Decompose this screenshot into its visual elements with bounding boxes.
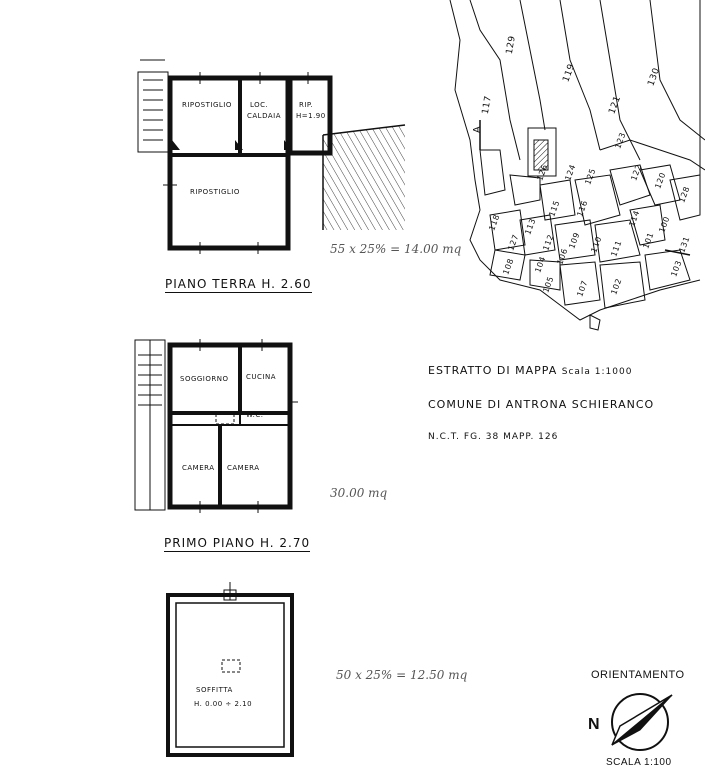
room-label: SOFFITTA [196, 686, 233, 694]
map-parcel-label: 129 [504, 34, 518, 56]
room-label: CUCINA [246, 373, 276, 381]
room-label: RIPOSTIGLIO [182, 101, 232, 109]
first-floor-title: PRIMO PIANO H. 2.70 [164, 536, 311, 550]
map-parcel-label: 109 [567, 231, 582, 250]
room-label: CAMERA [182, 464, 215, 472]
north-arrow-icon [612, 694, 672, 750]
map-extract-catasto: N.C.T. FG. 38 MAPP. 126 [428, 432, 559, 442]
attic-area-note: 50 x 25% = 12.50 mq [336, 668, 468, 682]
room-label: CAMERA [227, 464, 260, 472]
map-parcel-label: 102 [609, 277, 624, 296]
map-parcel-label: 114 [627, 209, 642, 228]
orientation-label: ORIENTAMENTO [591, 669, 685, 681]
map-parcel-label: 117 [480, 94, 494, 116]
map-parcel-label: 115 [547, 199, 562, 218]
map-parcel-label: 106 [555, 247, 570, 266]
room-label: W.C. [246, 411, 264, 419]
map-parcel-label: 110 [589, 235, 604, 254]
first-floor-area-note: 30.00 mq [330, 486, 388, 500]
room-label: LOC. [250, 101, 269, 109]
map-section-marker: A [472, 125, 484, 134]
map-parcel-label: 123 [613, 131, 628, 150]
map-parcel-label: 130 [646, 66, 663, 88]
room-label: RIP. [299, 101, 314, 109]
map-extract-title-text: ESTRATTO DI MAPPA [428, 364, 558, 377]
map-parcel-label: 112 [541, 233, 556, 252]
first-floor-plan [135, 339, 298, 513]
map-parcel-label: 101 [641, 231, 656, 250]
map-extract-scale: Scala 1:1000 [561, 367, 633, 377]
map-parcel-label: 105 [541, 275, 556, 294]
attic-plan [168, 582, 292, 755]
scale-note: SCALA 1:100 [606, 757, 672, 768]
map-parcel-label: 100 [657, 215, 672, 234]
map-parcel-label: 124 [563, 163, 578, 182]
map-parcel-label: 128 [677, 185, 692, 204]
map-parcel-label: 131 [677, 235, 692, 254]
map-parcel-label: 119 [561, 62, 578, 84]
cadastral-map [450, 0, 705, 330]
map-parcel-label: 108 [501, 257, 516, 276]
map-parcel-label: 111 [609, 239, 624, 258]
room-label: H=1.90 [296, 112, 326, 120]
map-parcel-label: 116 [575, 199, 590, 218]
room-label: RIPOSTIGLIO [190, 188, 240, 196]
room-label: SOGGIORNO [180, 375, 229, 383]
map-parcel-label: 125 [583, 167, 598, 186]
map-parcel-label: 122 [629, 163, 644, 182]
room-label: H. 0.00 ÷ 2.10 [194, 700, 253, 708]
map-parcel-label: 126 [535, 163, 550, 182]
map-parcel-label: 104 [533, 255, 548, 274]
map-parcel-label: 121 [607, 94, 624, 116]
ground-floor-plan [138, 60, 405, 254]
ground-floor-area-note: 55 x 25% = 14.00 mq [330, 242, 462, 256]
room-label: CALDAIA [247, 112, 281, 120]
map-parcel-label: 113 [523, 217, 538, 236]
north-label: N [588, 716, 601, 733]
map-extract-comune: COMUNE DI ANTRONA SCHIERANCO [428, 398, 655, 411]
ground-floor-title: PIANO TERRA H. 2.60 [165, 277, 312, 291]
map-extract-title [428, 364, 632, 377]
map-parcel-label: 120 [653, 171, 668, 190]
map-parcel-label: 118 [487, 213, 502, 232]
map-parcel-label: 107 [575, 279, 590, 298]
map-parcel-label: 127 [506, 233, 521, 252]
map-parcel-label: 103 [669, 259, 684, 278]
